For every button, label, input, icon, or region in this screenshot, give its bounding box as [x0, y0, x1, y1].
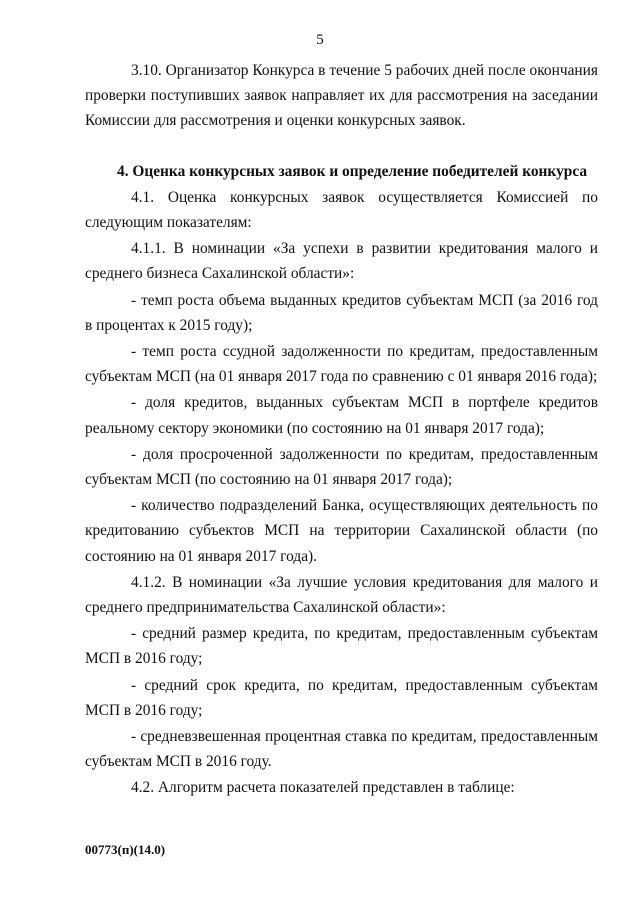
list-item: - темп роста ссудной задолженности по кредитам, предоставленным субъектам МСП (на 01 января 2017 года по сравнению с 01 января 2016 года);	[85, 343, 598, 386]
list-item: - средневзвешенная процентная ставка по кредитам, предоставленным субъектам МСП в 2016 году.	[85, 728, 598, 771]
paragraph-4-1-2: 4.1.2. В номинации «За лучшие условия кредитования для малого и среднего предпринимательства Сахалинской области»:	[85, 573, 598, 617]
list-item: - доля просроченной задолженности по кредитам, предоставленным субъектам МСП (по состоянию на 01 января 2017 года);	[85, 445, 598, 489]
paragraph-4-2: 4.2. Алгоритм расчета показателей представлен в таблице:	[131, 779, 515, 797]
paragraph-3-10: 3.10. Организатор Конкурса в течение 5 рабочих дней после окончания проверки поступивших заявок направляет их для рассмотрения на заседании Комиссии для рассмотрения и оценки конкурсных заявок.	[85, 62, 598, 130]
document-body	[85, 58, 598, 801]
section-heading-4: 4. Оценка конкурсных заявок и определение победителей конкурса	[117, 162, 588, 180]
list-item: - средний срок кредита, по кредитам, предоставленным субъектам МСП в 2016 году;	[85, 676, 598, 719]
list-item: - темп роста объема выданных кредитов субъектам МСП (за 2016 год в процентах к 2015 году);	[85, 291, 598, 334]
list-item: - количество подразделений Банка, осуществляющих деятельность по кредитованию субъектов МСП на территории Сахалинской области (по состоянию на 01 января 2017 года).	[85, 497, 598, 565]
list-item: - средний размер кредита, по кредитам, предоставленным субъектам МСП в 2016 году;	[85, 625, 598, 668]
document-code: 00773(п)(14.0)	[85, 842, 166, 857]
paragraph-4-1: 4.1. Оценка конкурсных заявок осуществляется Комиссией по следующим показателям:	[85, 188, 598, 232]
page-number: 5	[316, 32, 324, 48]
list-item: - доля кредитов, выданных субъектам МСП в портфеле кредитов реальному сектору экономики (по состоянию на 01 января 2017 года);	[85, 394, 598, 437]
paragraph-4-1-1: 4.1.1. В номинации «За успехи в развитии кредитования малого и среднего бизнеса Сахалинской области»:	[85, 240, 598, 283]
